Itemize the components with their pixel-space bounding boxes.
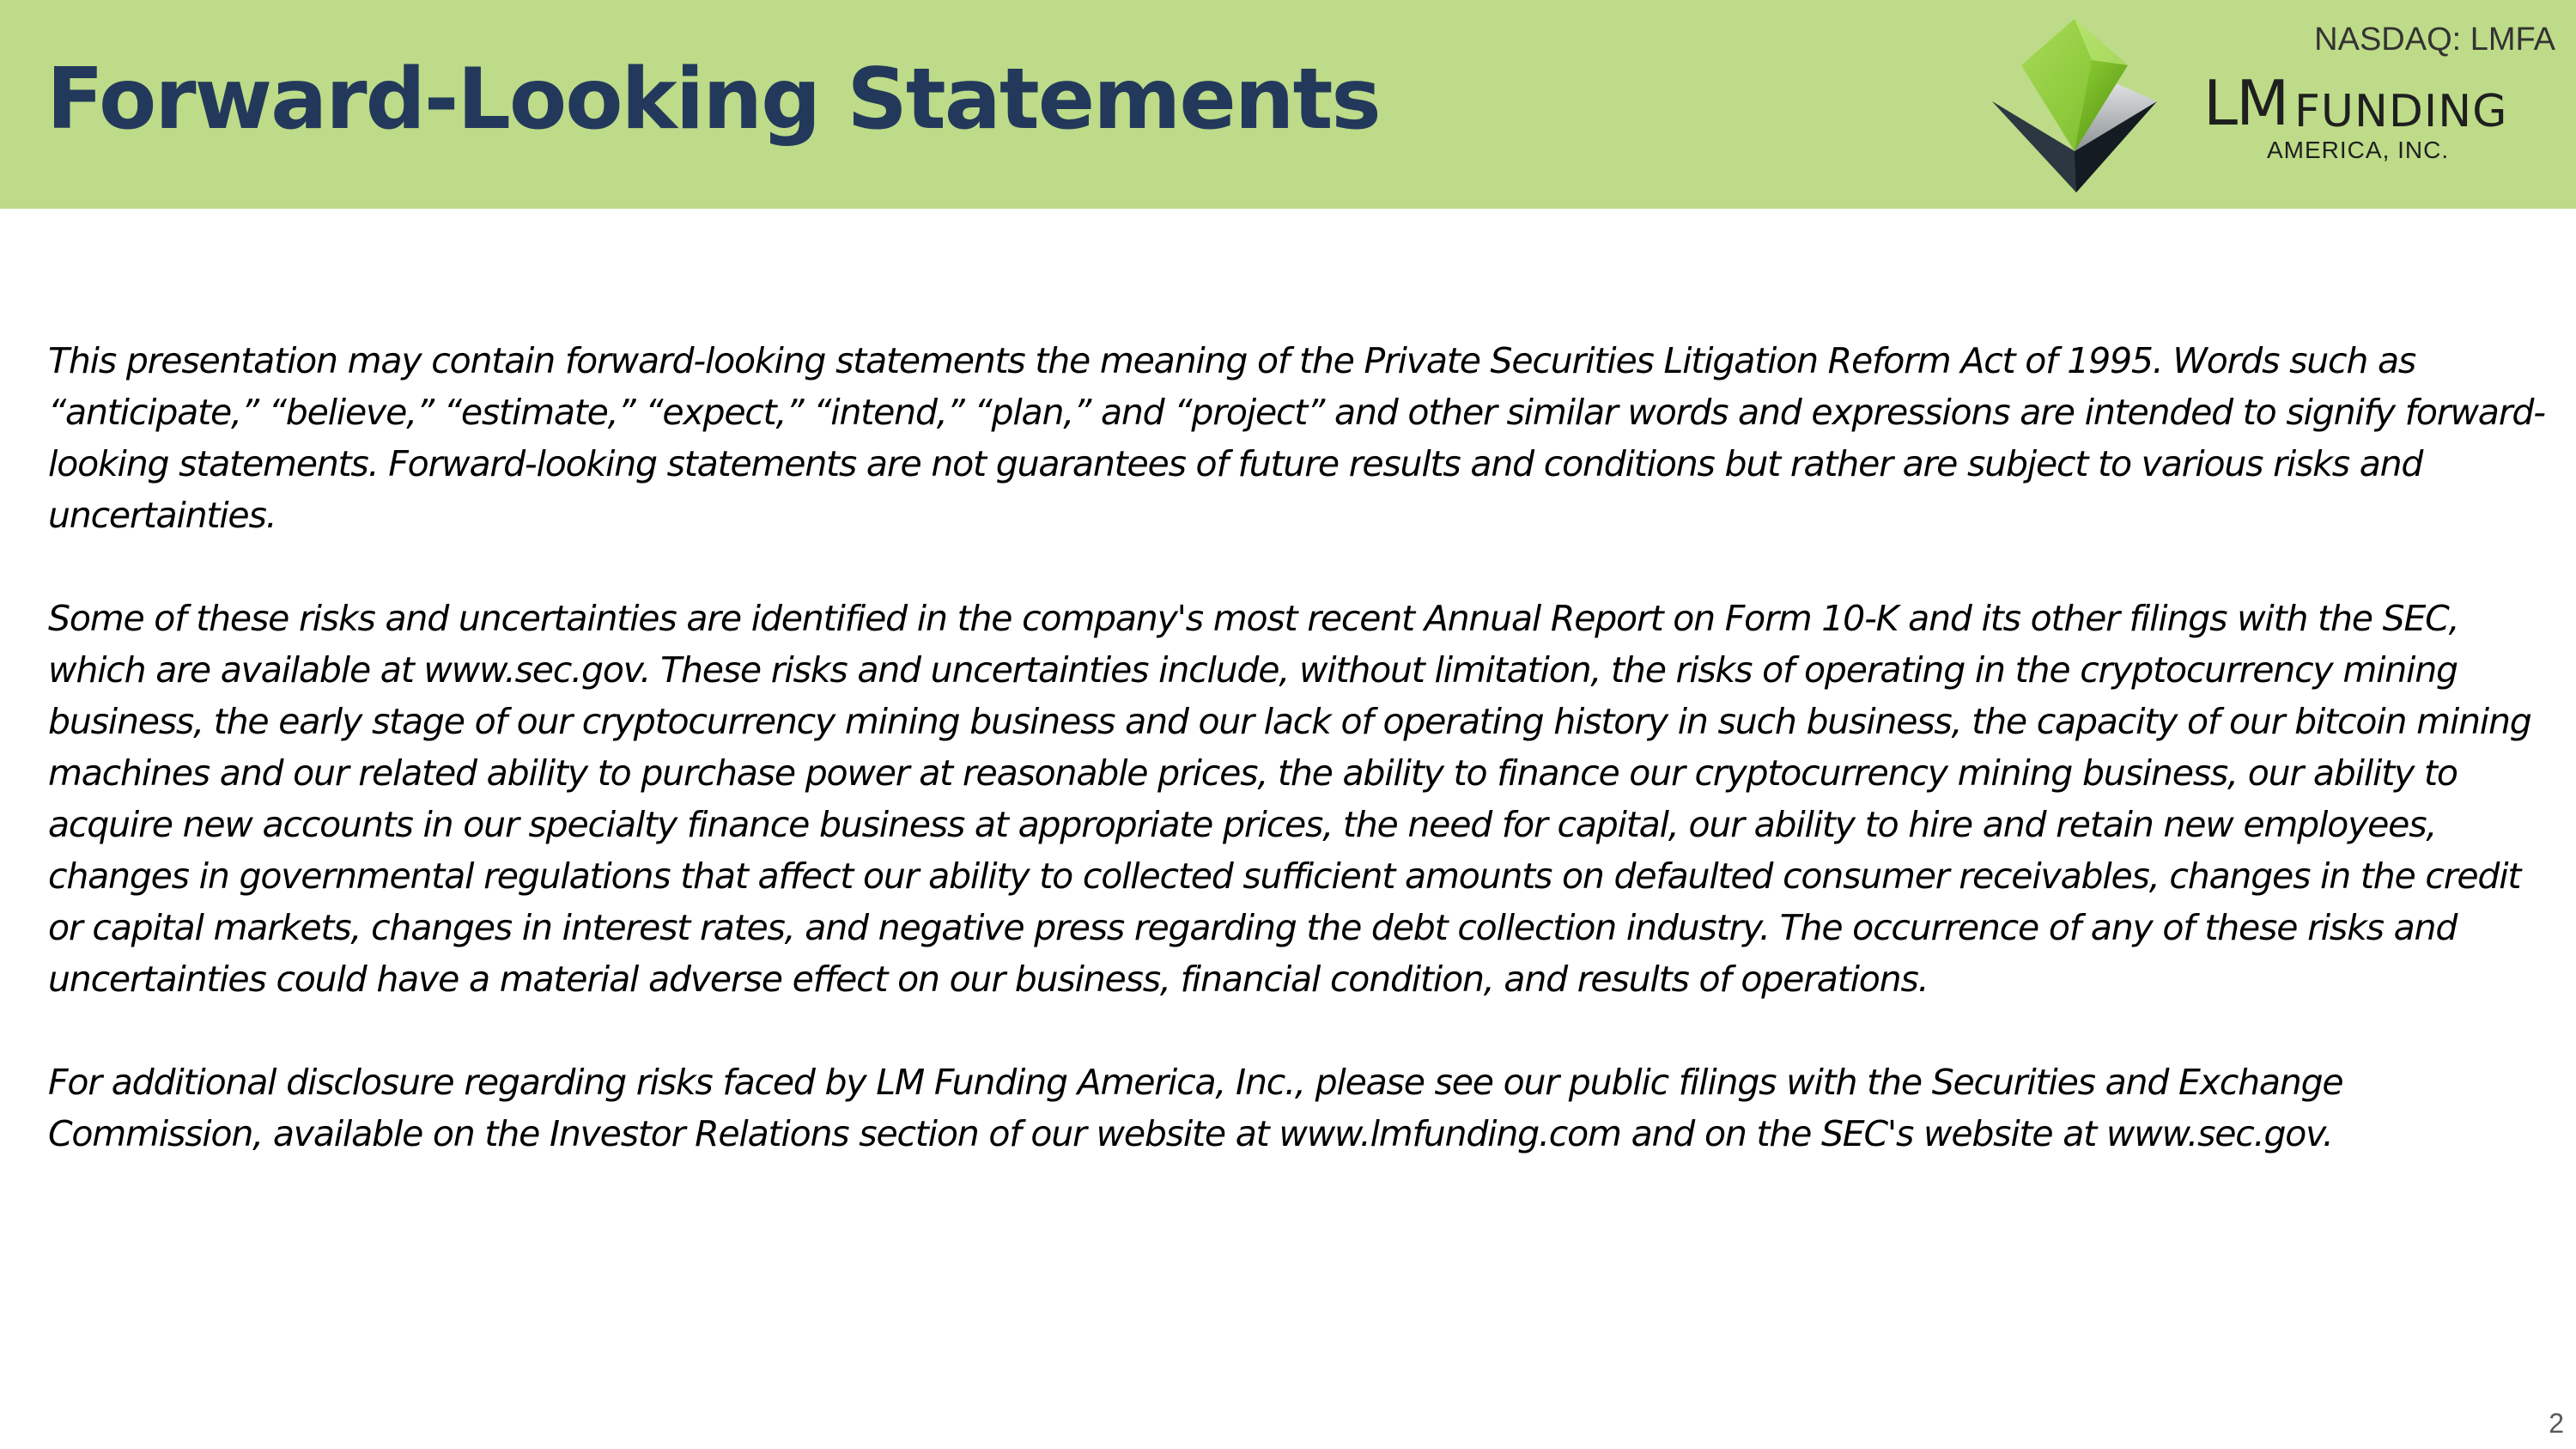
paragraph-risks: Some of these risks and uncertainties are identified in the company's most recent Annual Report on Form 10-K and its other filings with the SEC, which are available at www.sec.gov. These risks and uncertainties include, without limitation, the risks of operating in the cryptocurrency mining business, the early stage of our cryptocurrency mining business and our lack of operating history in such business, the capacity of our bitcoin mining machines and our related ability to purchase power at reasonable prices, the ability to finance our cryptocurrency mining business, our ability to acquire new accounts in our specialty finance business at appropriate prices, the need for capital, our ability to hire and retain new employees, changes in governmental regulations that affect our ability to collected sufficient amounts on defaulted consumer receivables, changes in the credit or capital markets, changes in interest rates, and negative press regarding the debt collection industry. The occurrence of any of these risks and uncertainties could have a material adverse effect on our business, financial condition, and results of operations. bbox=[48, 598, 2531, 1000]
company-logo-text bbox=[2203, 69, 2547, 172]
page-title: Forward-Looking Statements bbox=[46, 51, 1380, 149]
lm-funding-logo-icon bbox=[1980, 15, 2178, 198]
paragraph-intro: This presentation may contain forward-looking statements the meaning of the Private Securities Litigation Reform Act of 1995. Words such as “anticipate,” “believe,” “estimate,” “expect,” “intend,” “plan,” and “project” and other similar words and expressions are intended to signify forward-looking statements. Forward-looking statements are not guarantees of future results and conditions but rather are subject to various risks and uncertainties. bbox=[48, 340, 2545, 536]
header-banner bbox=[0, 0, 2576, 209]
page-number: 2 bbox=[2549, 1408, 2564, 1439]
logo-lm-text: LM bbox=[2203, 67, 2288, 139]
disclaimer-body bbox=[48, 335, 2547, 1211]
logo-funding-text: FUNDING bbox=[2294, 86, 2508, 137]
ticker-label: NASDAQ: LMFA bbox=[2314, 21, 2555, 58]
logo-subtitle: AMERICA, INC. bbox=[2267, 137, 2450, 163]
paragraph-additional-disclosure: For additional disclosure regarding risks faced by LM Funding America, Inc., please see our public filings with the Securities and Exchange Commission, available on the Investor Relations section of our website at www.lmfunding.com and on the SEC's website at www.sec.gov. bbox=[48, 1062, 2343, 1154]
